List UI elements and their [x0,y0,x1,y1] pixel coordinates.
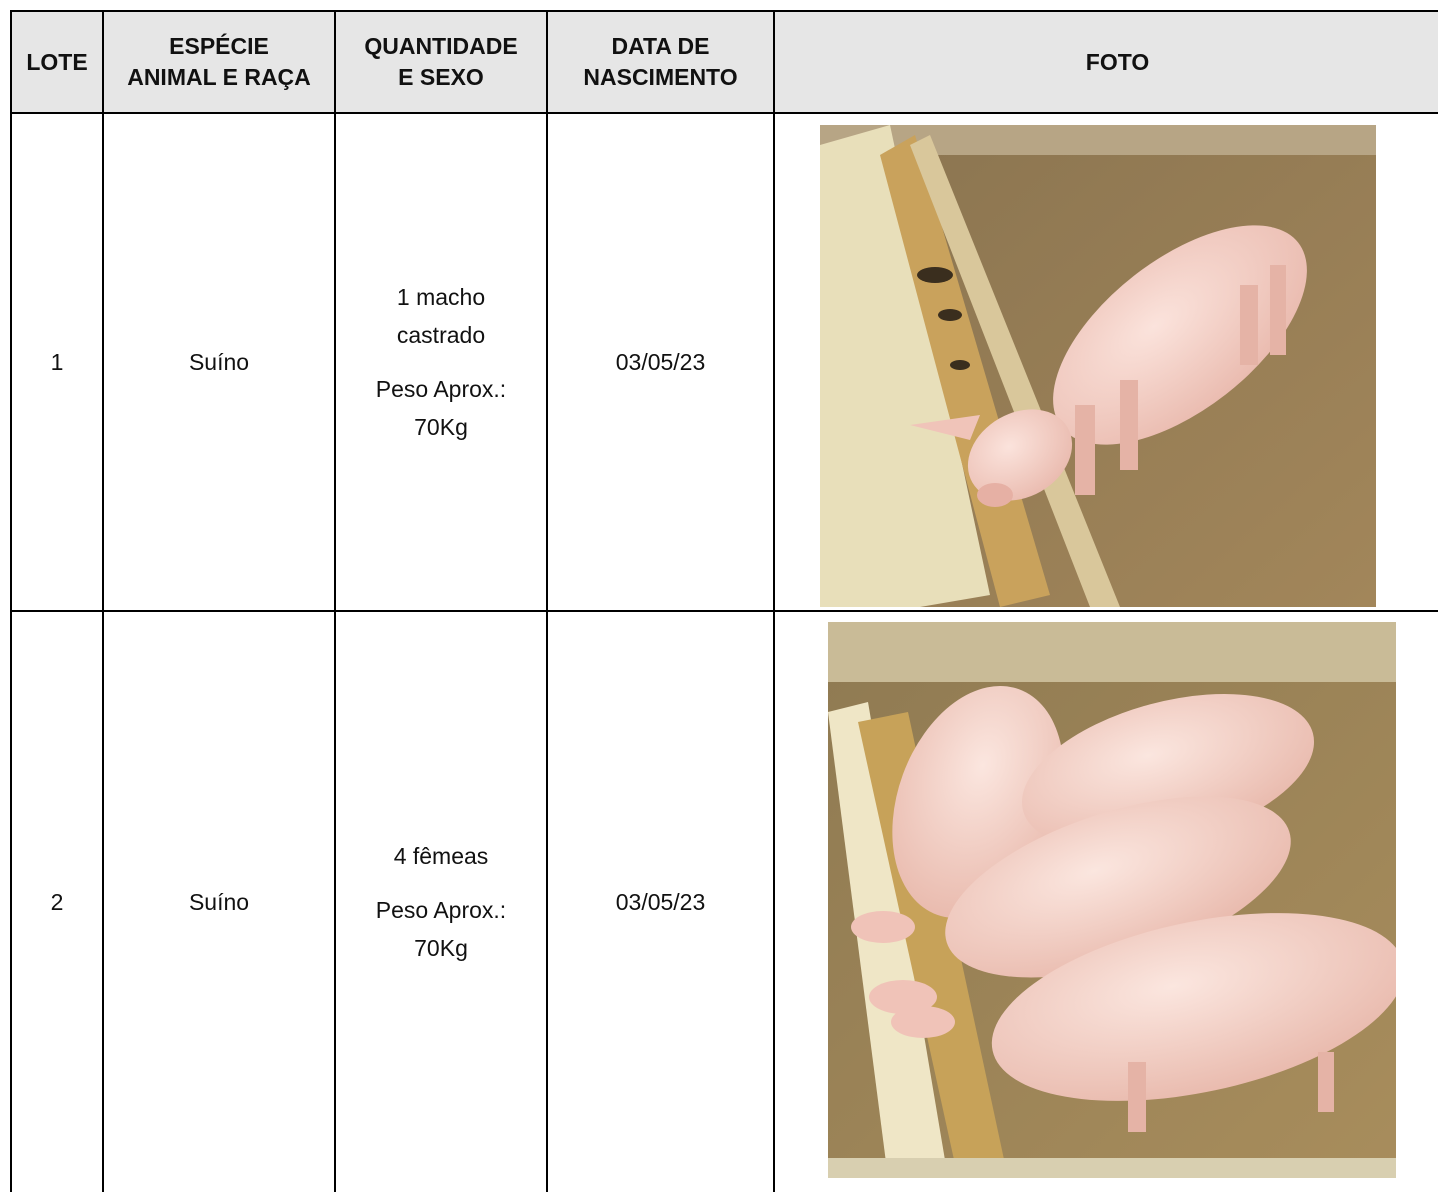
peso-value: 70Kg [414,935,468,961]
cell-especie: Suíno [103,113,335,611]
cell-especie: Suíno [103,611,335,1192]
peso-value: 70Kg [414,414,468,440]
cell-quantidade [335,611,547,1192]
header-quantidade: QUANTIDADE E SEXO [335,11,547,113]
cell-data-nascimento: 03/05/23 [547,611,774,1192]
header-foto: FOTO [774,11,1438,113]
quantidade-line: 4 fêmeas [393,843,489,869]
quantidade-line: castrado [396,322,486,348]
cell-data-nascimento: 03/05/23 [547,113,774,611]
header-lote: LOTE [11,11,103,113]
header-especie: ESPÉCIE ANIMAL E RAÇA [103,11,335,113]
header-row [11,11,1438,113]
peso-label: Peso Aprox.: [375,897,507,923]
pig-photo [820,125,1376,607]
header-data-nascimento: DATA DE NASCIMENTO [547,11,774,113]
cell-lote: 2 [11,611,103,1192]
peso-label: Peso Aprox.: [375,376,507,402]
quantidade-line: 1 macho [396,284,486,310]
pigs-group-photo [828,622,1396,1178]
cell-lote: 1 [11,113,103,611]
cell-quantidade [335,113,547,611]
